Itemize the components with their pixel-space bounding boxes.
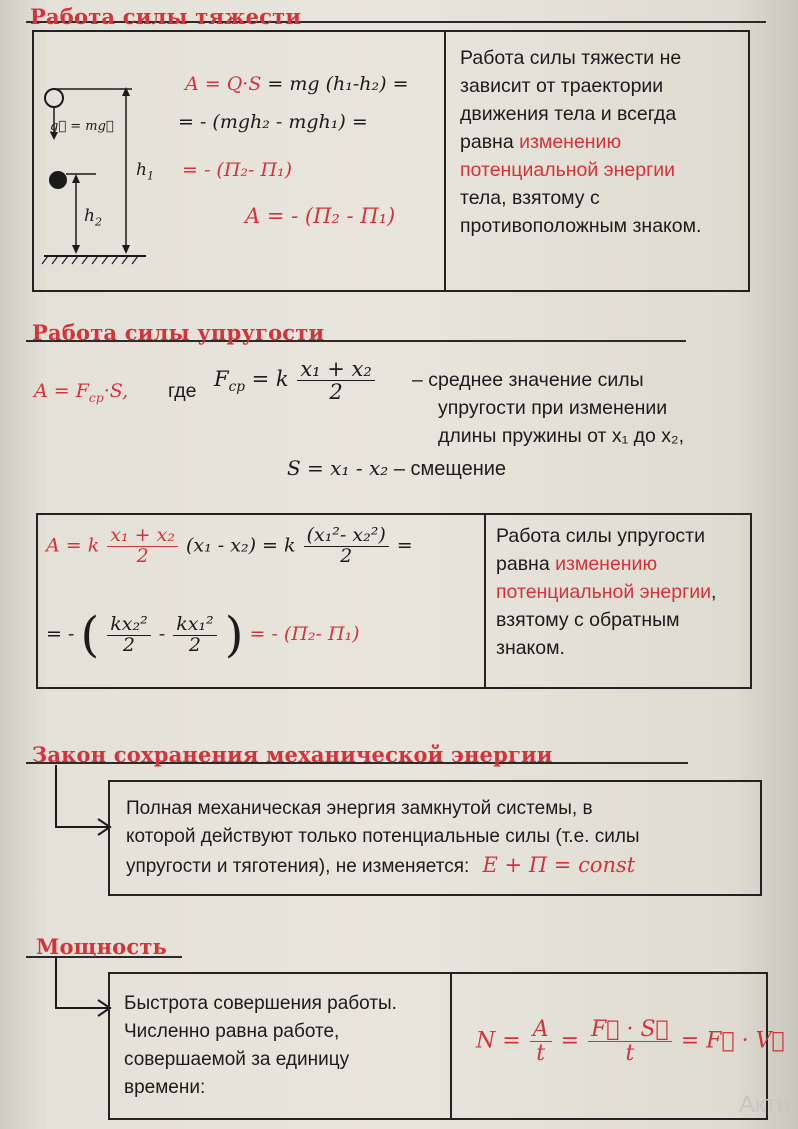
power-formula: N = $\frac{A}{t}$ = $\frac{F⃗ \cdot S⃗}{t}$ = F⃗ · V⃗ [476, 1017, 785, 1067]
elastic-formula-line1: A = k $\frac{\text{x₁ + x₂}}{2}$ (x₁ - x₂) = k $\frac{\text{(x₁²- x₂²)}}{2}$ = [46, 524, 413, 567]
gravity-note: Работа силы тяжести не зависит от траектории движения тела и всегда равна изменению потенциальной энергии тела, взятому с противоположным знаком. [460, 47, 702, 237]
heading-energy-conservation: Закон сохранения механической энергии [32, 742, 553, 767]
power-box-divider [450, 972, 452, 1120]
watermark: Акти [738, 1091, 790, 1118]
conservation-text: Полная механическая энергия замкнутой системы, в которой действуют только потенциальные силы (т.е. силы упругости и тяготения), не изменяется: E + Π = const [126, 798, 640, 877]
gravity-formula-line2: = - (mgh₂ - mgh₁) = [178, 111, 368, 133]
gravity-diagram [36, 70, 176, 280]
gravity-formula-result: A = - (Π₂ - Π₁) [245, 204, 396, 228]
displacement-line: S = x₁ - x₂ – смещение [287, 456, 507, 480]
gravity-formula-line1: A = Q·S = mg (h₁-h₂) = [185, 73, 409, 95]
heading-power: Мощность [36, 934, 168, 959]
gravity-vector-label: g⃗ = mg⃗ [50, 119, 114, 134]
gravity-box-divider [444, 30, 446, 292]
gravity-formula-line3: = - (Π₂- Π₁) [182, 159, 293, 181]
average-force-formula: $F_{ср} = k$ $\frac{\text{x₁ + x₂}}{2}$ [214, 358, 377, 403]
elastic-note: Работа силы упругости равна изменению потенциальной энергии, взятому с обратным знаком. [496, 525, 717, 659]
where-label: где [168, 380, 197, 402]
h2-label: $h_2$ [84, 206, 102, 229]
h1-label: $h_1$ [136, 160, 154, 183]
heading-elastic-work: Работа силы упругости [32, 320, 325, 345]
elastic-box-divider [484, 513, 486, 689]
elastic-formula-line2: = - ( $\frac{\text{kx₂²}}{2}$ - $\frac{\text{kx₁²}}{2}$ ) = - (Π₂- Π₁) [46, 607, 360, 663]
conservation-formula: E + Π = const [482, 853, 636, 877]
elastic-work-definition: $A = F_{ср}\cdot S$, [34, 380, 129, 405]
average-force-desc: – среднее значение силы упругости при изменении длины пружины от x₁ до x₂, [412, 369, 685, 447]
power-text: Быстрота совершения работы. Численно равна работе, совершаемой за единицу времени: [124, 993, 397, 1098]
heading-gravity-work: Работа силы тяжести [30, 4, 302, 29]
